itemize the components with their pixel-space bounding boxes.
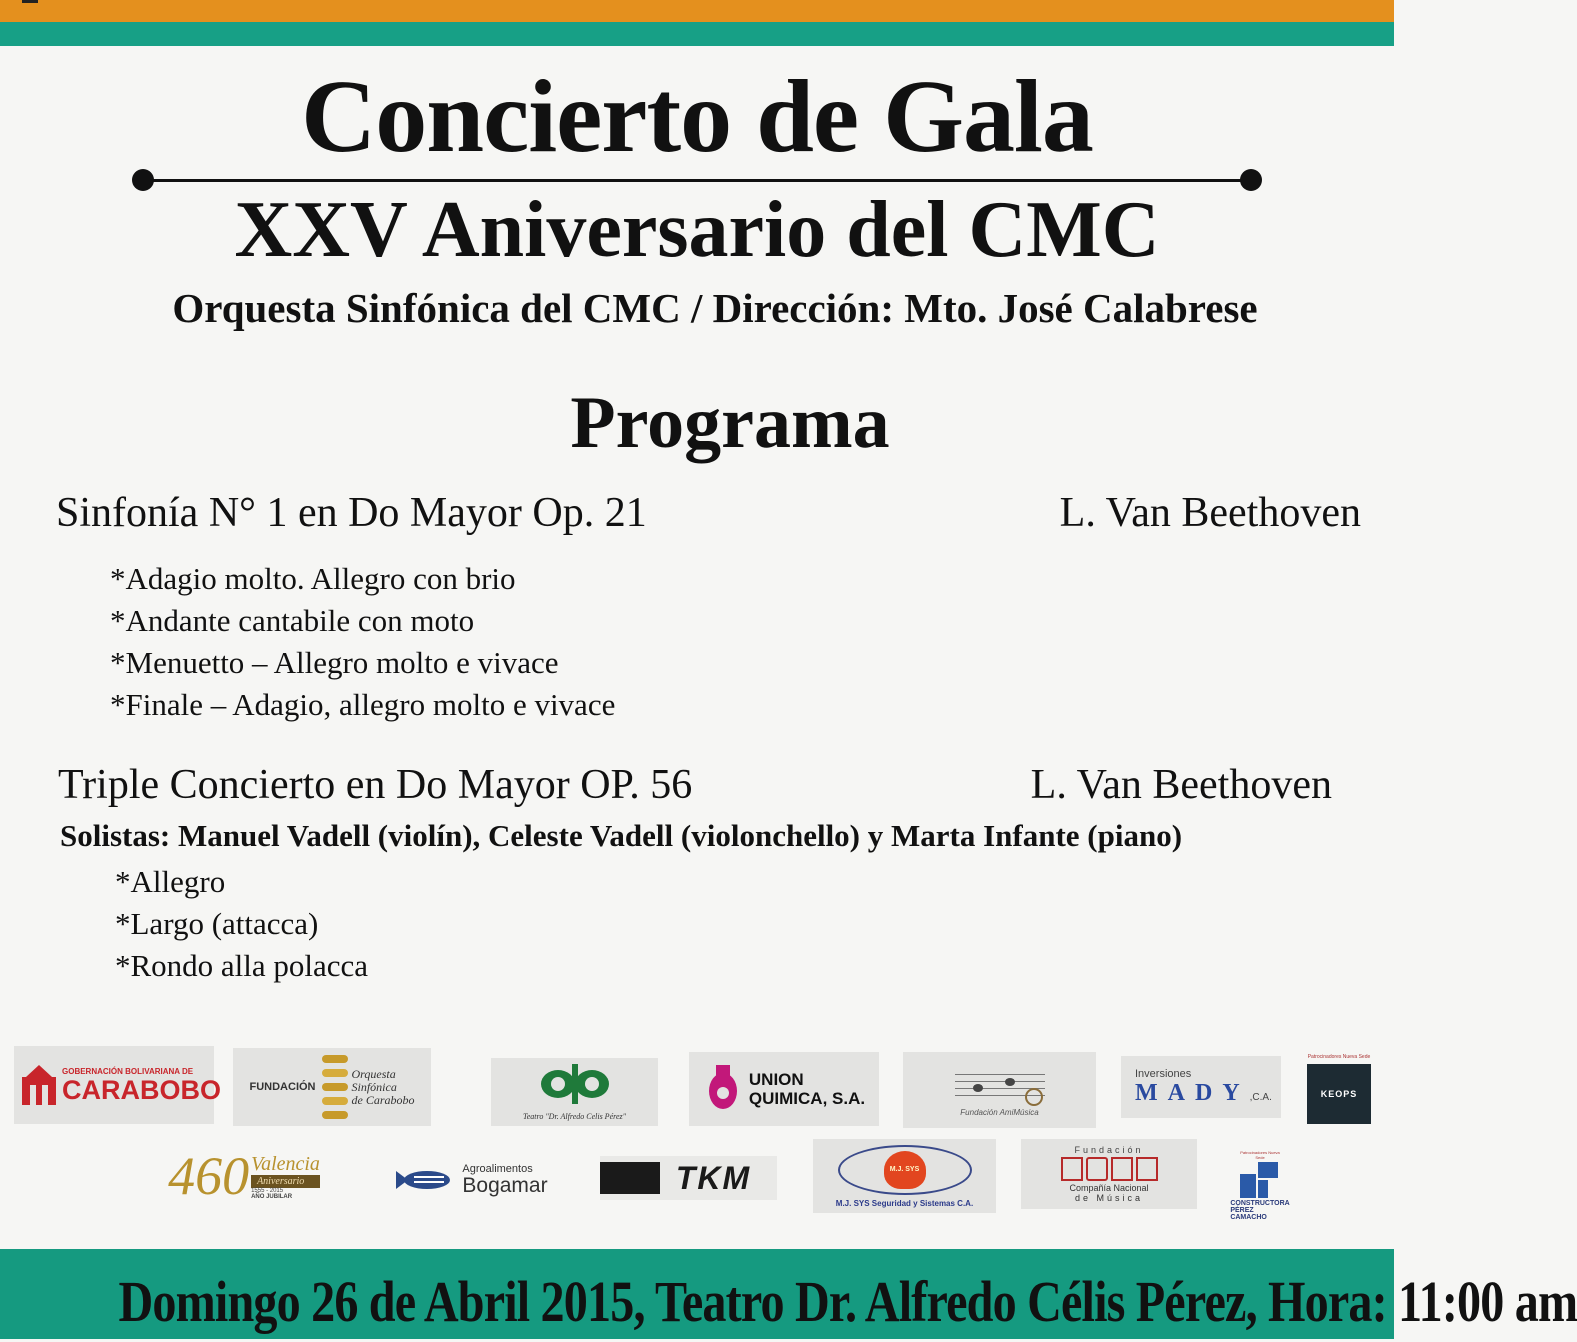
tkm-arrow-icon [600, 1162, 660, 1194]
mady-top: Inversiones [1135, 1067, 1192, 1080]
keops-logo [1306, 1050, 1372, 1128]
work-title: Sinfonía N° 1 en Do Mayor Op. 21 [56, 490, 647, 536]
tkm-logo [600, 1156, 777, 1200]
bogamar-logo [386, 1154, 558, 1206]
movement-item: *Adagio molto. Allegro con brio [110, 561, 516, 596]
valencia-name: Valencia [251, 1152, 320, 1175]
flame-emblem-icon [838, 1145, 972, 1195]
orquesta-line1: Orquesta [351, 1066, 396, 1081]
movement-item: *Andante cantabile con moto [110, 603, 475, 638]
top-mark [22, 0, 38, 3]
mj-badge: M.J. SYS [889, 1166, 920, 1173]
movement-item: *Allegro [115, 864, 226, 899]
compania-logo [1021, 1139, 1197, 1209]
page-title: Concierto de Gala [301, 59, 1093, 174]
page-subtitle: XXV Aniversario del CMC [234, 186, 1160, 274]
soloists-line: Solistas: Manuel Vadell (violín), Celeste Vadell (violonchello) y Marta Infante (piano) [60, 818, 1183, 853]
work-composer: L. Van Beethoven [1030, 762, 1332, 808]
event-details: Domingo 26 de Abril 2015, Teatro Dr. Alfredo Célis Pérez, Hora: 11:00 am [118, 1269, 1577, 1334]
work-title: Triple Concierto en Do Mayor OP. 56 [58, 762, 693, 808]
orquesta-line3: de Carabobo [351, 1092, 415, 1107]
carabobo-main: CARABOBO [62, 1074, 221, 1105]
perez-line2: PÉREZ [1230, 1206, 1254, 1214]
perez-top: Patrocinadores Nueva Sede [1240, 1149, 1280, 1160]
perez-line1: CONSTRUCTORA [1230, 1199, 1290, 1207]
compania-top: Fundación [1074, 1145, 1144, 1155]
valencia-460-logo [150, 1140, 338, 1212]
valencia-number: 460 [168, 1146, 250, 1206]
movement-item: *Menuetto – Allegro molto e vivace [110, 645, 559, 680]
union-line1: UNION [748, 1070, 804, 1089]
orchestra-direction: Orquesta Sinfónica del CMC / Dirección: Mto. José Calabrese [172, 285, 1258, 331]
union-quimica-logo [689, 1052, 879, 1126]
fundacion-label: FUNDACIÓN [249, 1081, 316, 1093]
orquesta-line2: Sinfónica [351, 1079, 397, 1094]
teatro-logo [491, 1058, 658, 1126]
movement-item: *Finale – Adagio, allegro molto e vivace [110, 687, 616, 722]
movement-item: *Largo (attacca) [115, 906, 319, 941]
perez-camacho-logo [1222, 1140, 1298, 1230]
amimusica-caption: Fundación AmiMúsica [960, 1107, 1039, 1117]
program-heading: Programa [570, 382, 890, 464]
bogamar-main: Bogamar [462, 1174, 548, 1197]
mady-suffix: ,C.A. [1249, 1091, 1272, 1103]
carabobo-top: GOBERNACIÓN BOLIVARIANA DE [62, 1066, 194, 1076]
fish-icon [396, 1165, 458, 1195]
valencia-line: Aniversario [251, 1175, 320, 1188]
keops-main: KEOPS [1320, 1089, 1358, 1099]
mj-caption: M.J. SYS Seguridad y Sistemas C.A. [835, 1198, 974, 1208]
bogamar-top: Agroalimentos [462, 1163, 533, 1175]
work-composer: L. Van Beethoven [1059, 490, 1361, 536]
valencia-tag: AÑO JUBILAR [251, 1193, 293, 1200]
valencia-years: 1555 - 2015 [251, 1187, 284, 1194]
perez-line3: CAMACHO [1230, 1213, 1267, 1221]
carabobo-logo [14, 1046, 221, 1124]
gold-ribbon-icon [322, 1052, 348, 1122]
music-notes-icon [955, 1064, 1045, 1108]
compania-emblem-icon [1061, 1157, 1158, 1181]
flask-icon [703, 1065, 743, 1113]
compania-line2: de Música [1074, 1193, 1144, 1203]
movement-item: *Rondo alla polacca [115, 948, 369, 983]
mj-sys-logo [813, 1139, 996, 1213]
keops-top: Patrocinadores Nueva Sede [1307, 1054, 1371, 1060]
government-building-icon [20, 1065, 58, 1105]
fundacion-orquesta-logo [233, 1048, 431, 1126]
mady-main: MADY [1135, 1079, 1250, 1106]
tkm-main: TKM [675, 1159, 752, 1196]
teatro-emblem-icon [535, 1064, 615, 1104]
teatro-caption: Teatro "Dr. Alfredo Celis Pérez" [523, 1111, 626, 1121]
building-blocks-icon [1240, 1162, 1280, 1198]
compania-line1: Compañía Nacional [1069, 1183, 1149, 1193]
top-teal-band [0, 22, 1394, 46]
mady-logo [1121, 1056, 1281, 1118]
union-line2: QUIMICA, S.A. [748, 1089, 866, 1108]
top-orange-band [0, 0, 1394, 22]
amimusica-logo [903, 1052, 1096, 1128]
